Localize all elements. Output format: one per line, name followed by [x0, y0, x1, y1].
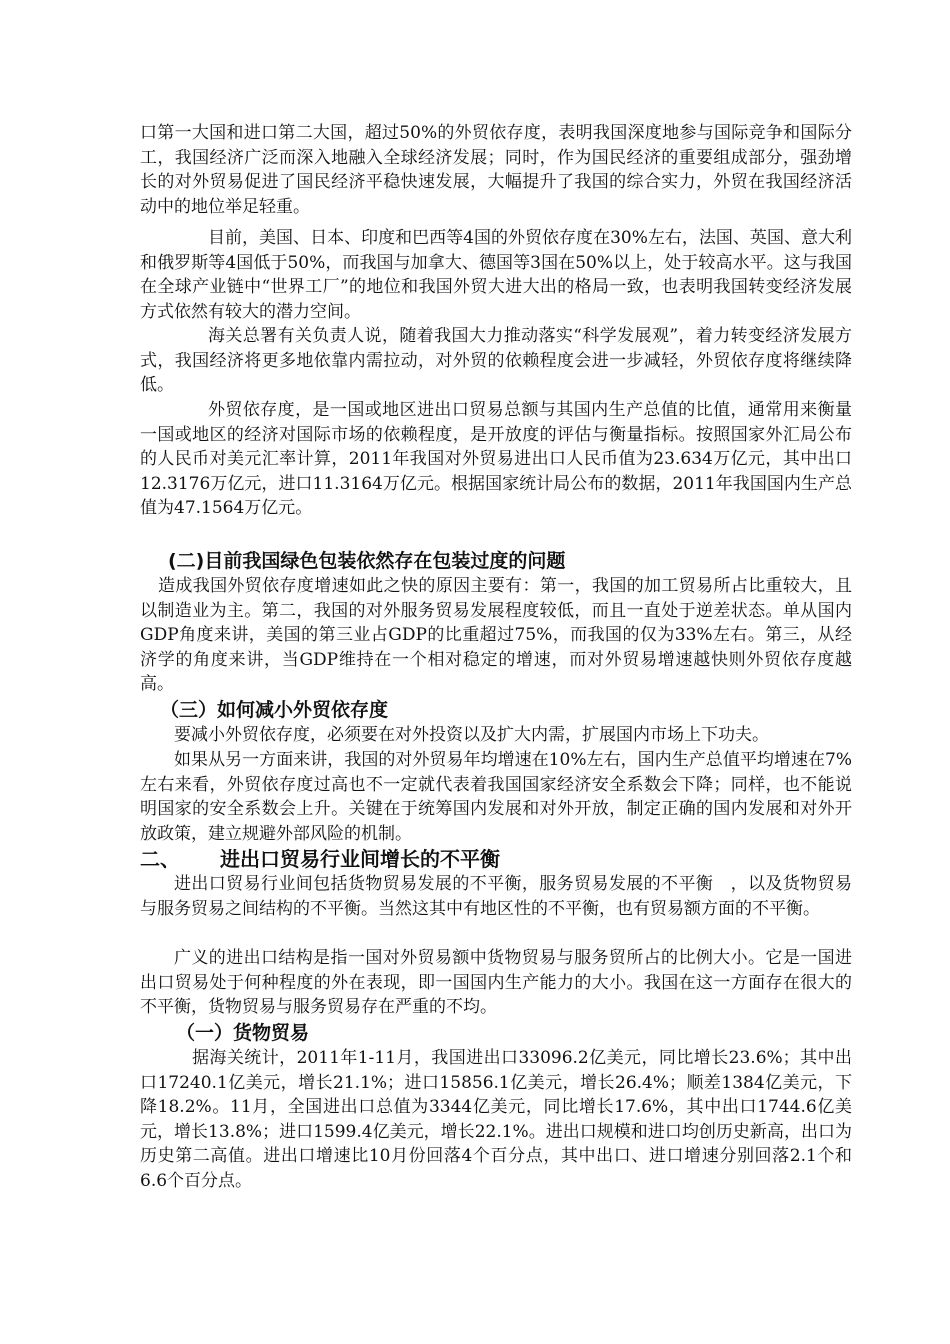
paragraph-trade-dependence-intro: 口第一大国和进口第二大国，超过50%的外贸依存度，表明我国深度地参与国际竞争和国际分工，我国经济广泛而深入地融入全球经济发展；同时，作为国民经济的重要组成部分，强劲增长的对外贸易促进了国民经济平稳快速发展，大幅提升了我国的综合实力，外贸在我国经济活动中的地位举足轻重。 — [140, 123, 852, 217]
paragraph-customs-statistics: 据海关统计，2011年1-11月，我国进出口33096.2亿美元，同比增长23.6%；其中出口17240.1亿美元，增长21.1%；进口15856.1亿美元，增长26.4%；顺差1384亿美元，下降18.2%。11月，全国进出口总值为3344亿美元，同比增长17.6%，其中出口1744.6亿美元，增长13.8%；进口1599.4亿美元，增长22.1%。进出口规模和进口均创历史新高，出口为历史第二高值。进出口增速比10月份回落4个百分点，其中出口、进口增速分别回落2.1个和6.6个百分点。 — [140, 1048, 852, 1191]
section-title: 进出口贸易行业间增长的不平衡 — [220, 847, 500, 871]
paragraph-growth-reasons: 造成我国外贸依存度增速如此之快的原因主要有：第一，我国的加工贸易所占比重较大，且以制造业为主。第二，我国的对外服务贸易发展程度较低，而且一直处于逆差状态。单从国内GDP角度来讲，美国的第三业占GDP的比重超过75%，而我国的仅为33%左右。第三，从经济学的角度来讲，当GDP维持在一个相对稳定的增速，而对外贸易增速越快则外贸依存度越高。 — [140, 576, 852, 695]
section-heading-goods-trade: （一）货物贸易 — [176, 1022, 310, 1044]
paragraph-country-comparison: 目前，美国、日本、印度和巴西等4国的外贸依存度在30%左右，法国、英国、意大利和俄罗斯等4国低于50%，而我国与加拿大、德国等3国在50%以上，处于较高水平。这与我国在全球产业链中“世界工厂”的地位和我国外贸大进大出的格局一致，也表明我国转变经济发展方式依然有较大的潜力空间。 — [140, 228, 852, 322]
paragraph-structure-definition: 广义的进出口结构是指一国对外贸易额中货物贸易与服务贸所占的比例大小。它是一国进出口贸易处于何种程度的外在表现，即一国国内生产能力的大小。我国在这一方面存在很大的不平衡，货物贸易与服务贸易存在严重的不均。 — [140, 948, 852, 1018]
paragraph-security-analysis: 如果从另一方面来讲，我国的对外贸易年均增速在10%左右，国内生产总值平均增速在7%左右来看，外贸依存度过高也不一定就代表着我国国家经济安全系数会下降；同样，也不能说明国家的安全系数会上升。关键在于统筹国内发展和对外开放，制定正确的国内发展和对外开放政策，建立规避外部风险的机制。 — [140, 750, 852, 844]
paragraph-imbalance-types: 进出口贸易行业间包括货物贸易发展的不平衡，服务贸易发展的不平衡 ，以及货物贸易与服务贸易之间结构的不平衡。当然这其中有地区性的不平衡，也有贸易额方面的不平衡。 — [140, 874, 852, 919]
section-heading-reduce-dependence: （三）如何减小外贸依存度 — [160, 699, 389, 721]
paragraph-customs-statement: 海关总署有关负责人说，随着我国大力推动落实“科学发展观”，着力转变经济发展方式，我国经济将更多地依靠内需拉动，对外贸的依赖程度会进一步减轻，外贸依存度将继续降低。 — [140, 326, 852, 396]
section-heading-imbalance — [140, 846, 500, 872]
section-heading-packaging: (二)目前我国绿色包装依然存在包装过度的问题 — [168, 550, 566, 572]
paragraph-reduce-method: 要减小外贸依存度，必须要在对外投资以及扩大内需，扩展国内市场上下功夫。 — [174, 725, 769, 745]
paragraph-dependence-definition: 外贸依存度，是一国或地区进出口贸易总额与其国内生产总值的比值，通常用来衡量一国或地区的经济对国际市场的依赖程度，是开放度的评估与衡量指标。按照国家外汇局公布的人民币对美元汇率计算，2011年我国对外贸易进出口人民币值为23.634万亿元，其中出口12.3176万亿元，进口11.3164万亿元。根据国家统计局公布的数据，2011年我国国内生产总值为47.1564万亿元。 — [140, 400, 852, 519]
section-number: 二、 — [140, 847, 180, 871]
